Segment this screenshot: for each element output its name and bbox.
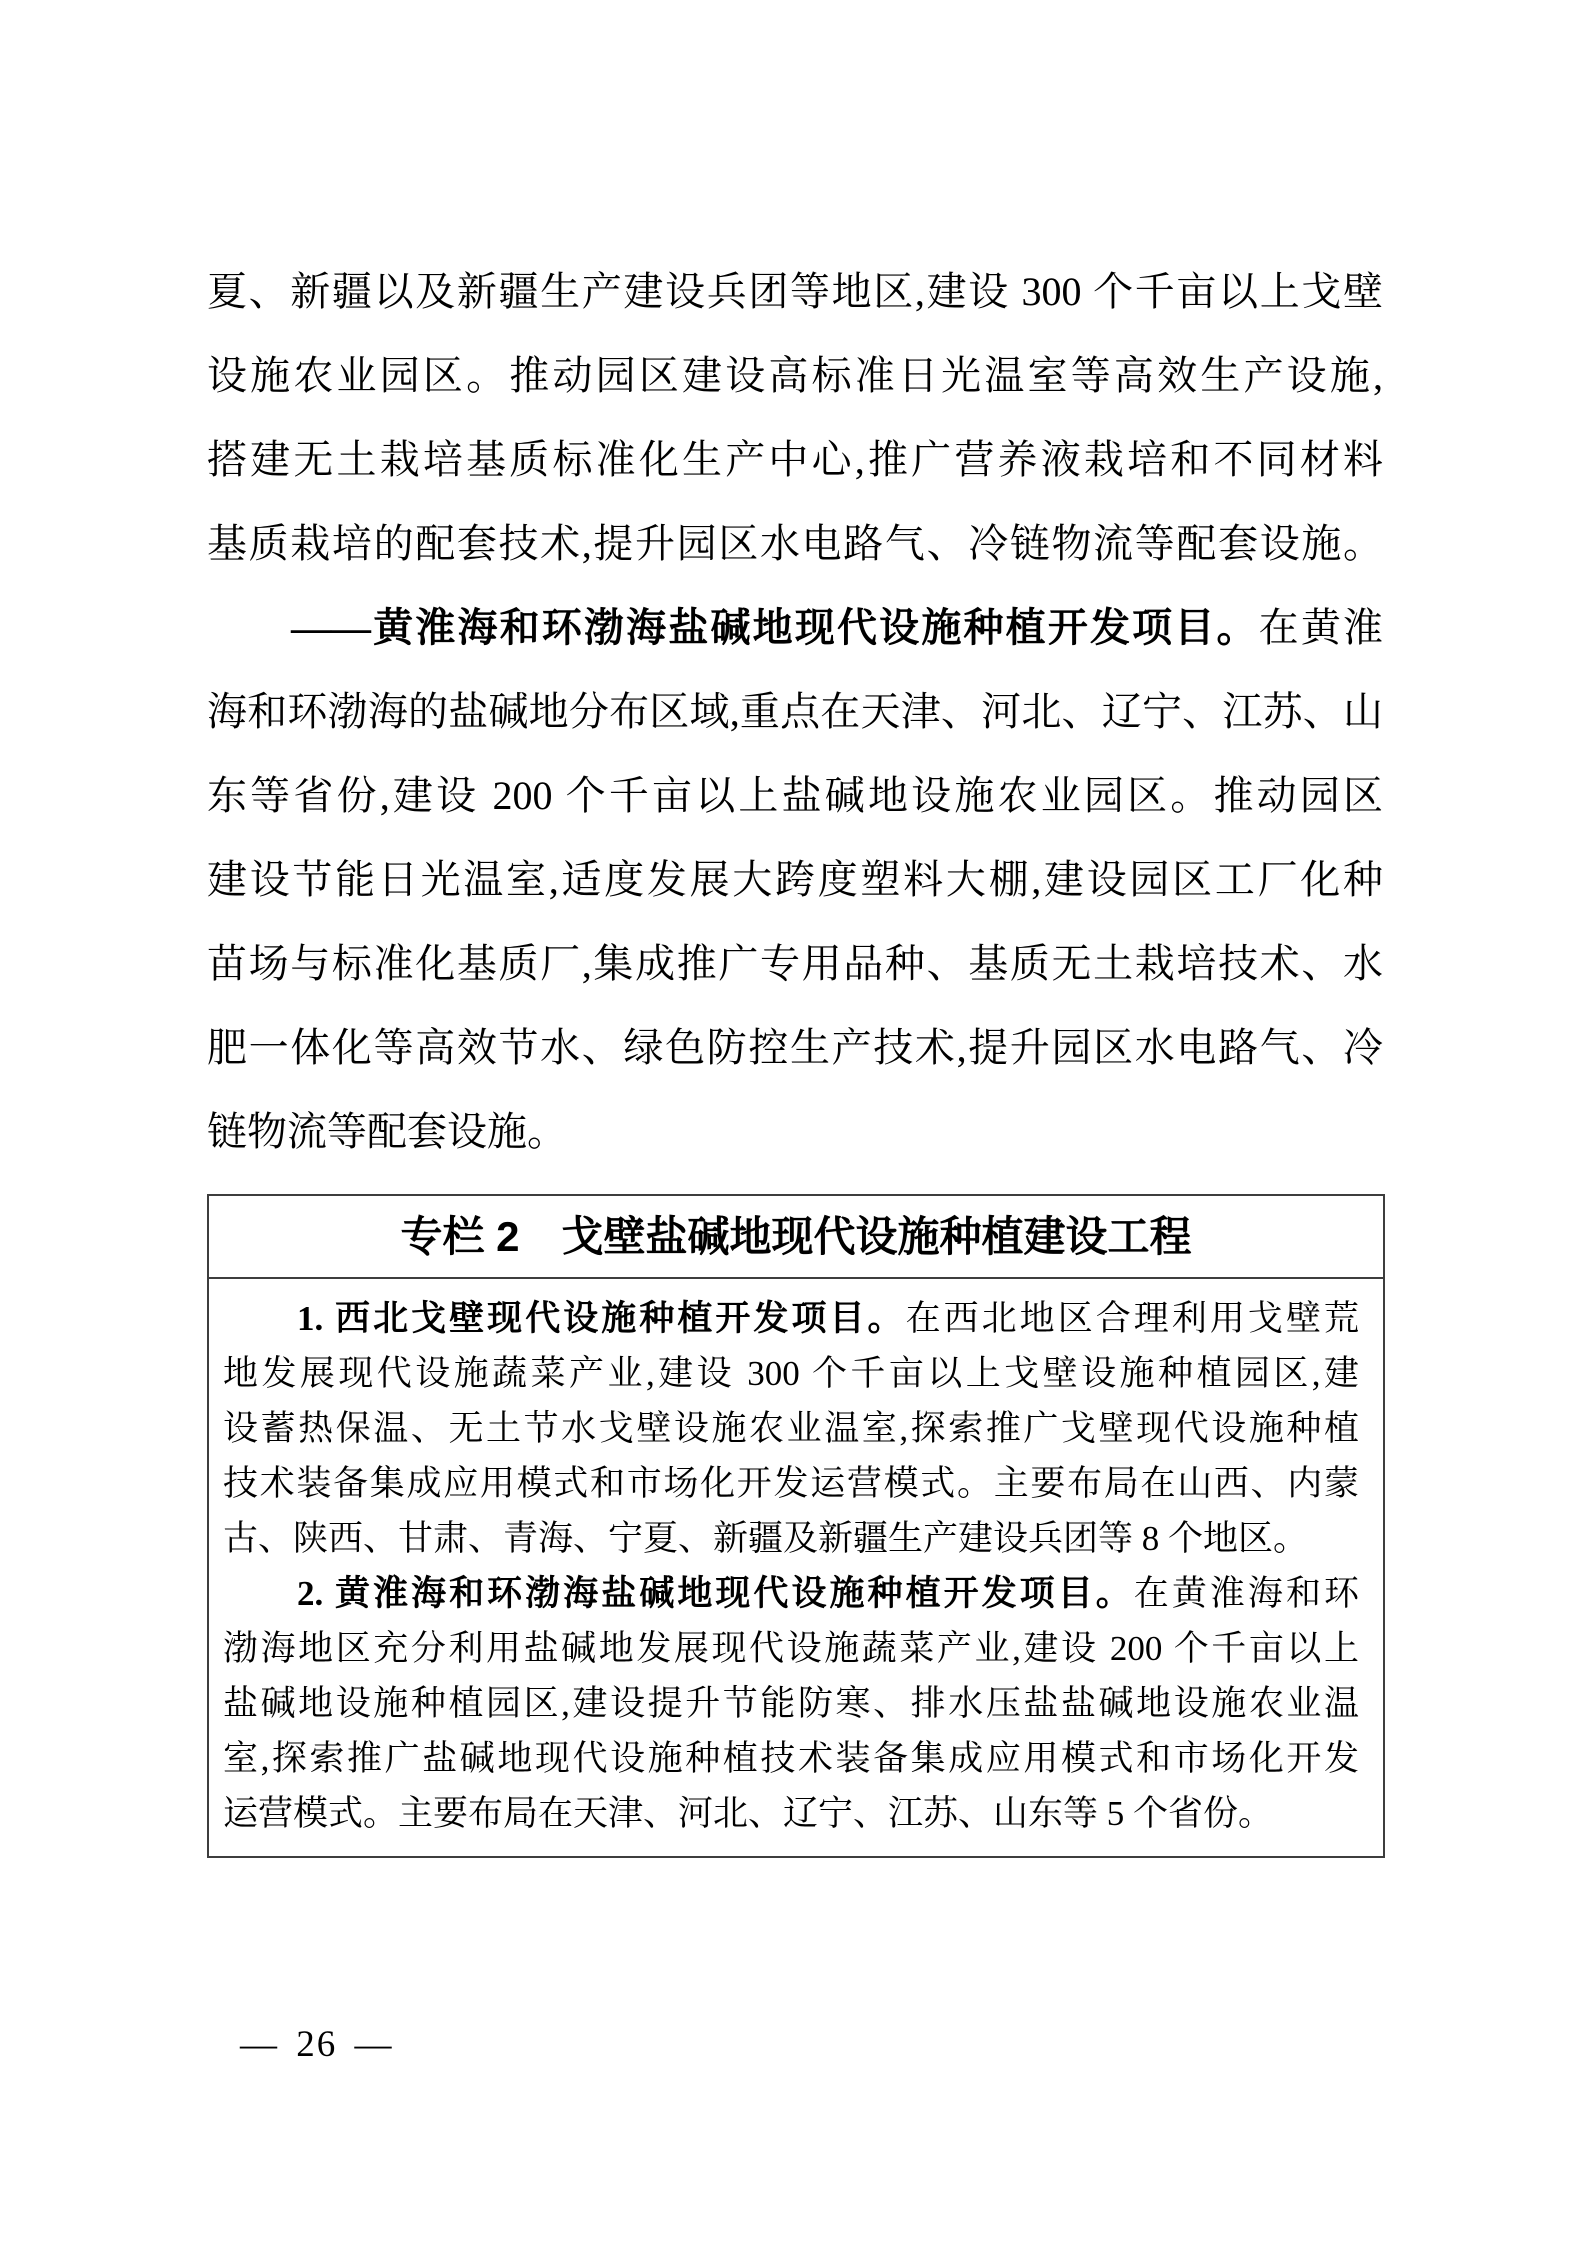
- text-line: 地发展现代设施蔬菜产业,建设 300 个千亩以上戈壁设施种植园区,建: [223, 1354, 1359, 1393]
- text-line: 盐碱地设施种植园区,建设提升节能防寒、排水压盐盐碱地设施农业温: [223, 1684, 1359, 1723]
- box-paragraph-1: [223, 1291, 1359, 1566]
- text-run: 在黄淮海和环: [1133, 1574, 1359, 1613]
- text-run: 在黄淮: [1258, 605, 1384, 650]
- paragraph-saline-alkali-project: [207, 586, 1383, 1174]
- text-line: 设施农业园区。推动园区建设高标准日光温室等高效生产设施,: [207, 353, 1383, 398]
- text-run: 在西北地区合理利用戈壁荒: [905, 1299, 1359, 1338]
- text-line: 基质栽培的配套技术,提升园区水电路气、冷链物流等配套设施。: [207, 521, 1383, 566]
- text-line: 搭建无土栽培基质标准化生产中心,推广营养液栽培和不同材料: [207, 437, 1383, 482]
- body-text: [207, 250, 1383, 1174]
- inline-heading-bold: 1. 西北戈壁现代设施种植开发项目。: [297, 1299, 906, 1338]
- column-box-2: [207, 1194, 1385, 1858]
- box-title: 专栏 2 戈壁盐碱地现代设施种植建设工程: [209, 1196, 1383, 1279]
- inline-heading-bold: 2. 黄淮海和环渤海盐碱地现代设施种植开发项目。: [297, 1574, 1134, 1613]
- text-line: 海和环渤海的盐碱地分布区域,重点在天津、河北、辽宁、江苏、山: [207, 689, 1383, 734]
- text-line: 夏、新疆以及新疆生产建设兵团等地区,建设 300 个千亩以上戈壁: [207, 269, 1383, 314]
- text-line: 室,探索推广盐碱地现代设施种植技术装备集成应用模式和市场化开发: [223, 1739, 1359, 1778]
- box-body: [209, 1279, 1383, 1856]
- text-line: 肥一体化等高效节水、绿色防控生产技术,提升园区水电路气、冷: [207, 1025, 1383, 1070]
- text-line: 链物流等配套设施。: [207, 1109, 567, 1154]
- text-line: [207, 586, 1383, 670]
- text-line: 设蓄热保温、无土节水戈壁设施农业温室,探索推广戈壁现代设施种植: [223, 1409, 1359, 1448]
- text-line: 古、陕西、甘肃、青海、宁夏、新疆及新疆生产建设兵团等 8 个地区。: [223, 1519, 1309, 1558]
- page-number: — 26 —: [240, 2024, 394, 2065]
- text-line: [223, 1291, 1359, 1346]
- text-line: 建设节能日光温室,适度发展大跨度塑料大棚,建设园区工厂化种: [207, 857, 1383, 902]
- text-line: 苗场与标准化基质厂,集成推广专用品种、基质无土栽培技术、水: [207, 941, 1383, 986]
- paragraph-gobi-project: [207, 250, 1383, 586]
- box-paragraph-2: [223, 1566, 1359, 1841]
- inline-heading-bold: ——黄淮海和环渤海盐碱地现代设施种植开发项目。: [291, 605, 1259, 650]
- text-line: 东等省份,建设 200 个千亩以上盐碱地设施农业园区。推动园区: [207, 773, 1383, 818]
- text-line: 渤海地区充分利用盐碱地发展现代设施蔬菜产业,建设 200 个千亩以上: [223, 1629, 1359, 1668]
- text-line: 运营模式。主要布局在天津、河北、辽宁、江苏、山东等 5 个省份。: [223, 1794, 1274, 1833]
- text-line: 技术装备集成应用模式和市场化开发运营模式。主要布局在山西、内蒙: [223, 1464, 1359, 1503]
- text-line: [223, 1566, 1359, 1621]
